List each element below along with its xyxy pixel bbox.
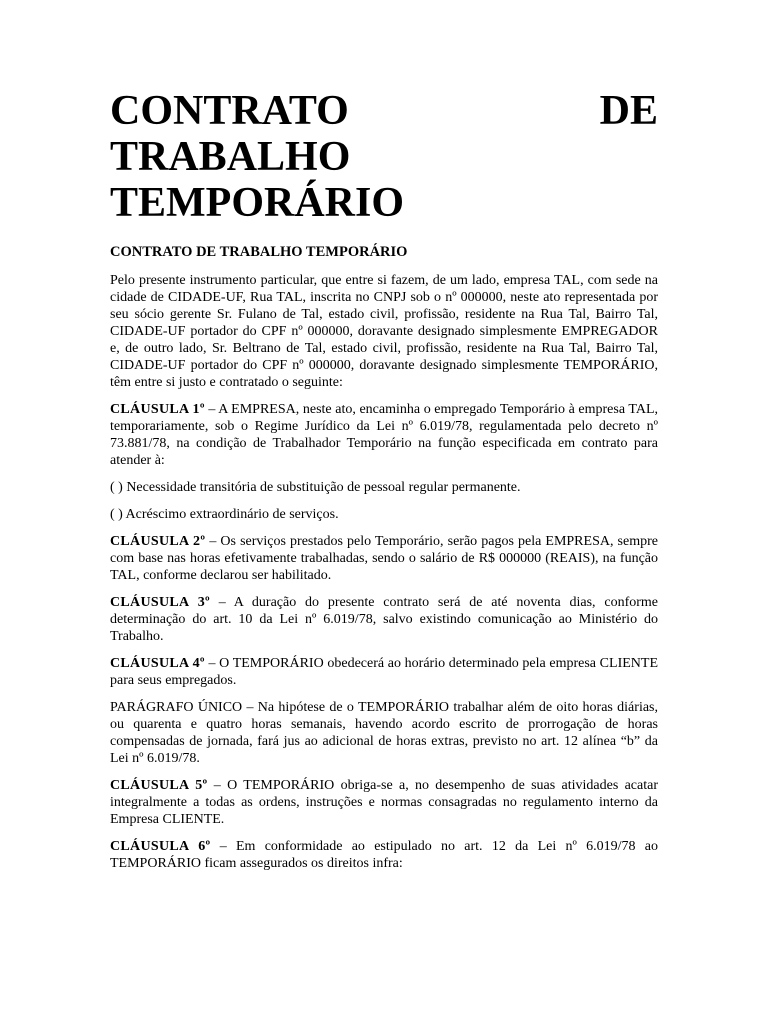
clausula-3 [110,594,658,645]
intro-paragraph: Pelo presente instrumento particular, que entre si fazem, de um lado, empresa TAL, com sede na cidade de CIDADE-UF, Rua TAL, inscrita no CNPJ sob o nº 000000, neste ato representada por seu sócio gerente Sr. Fulano de Tal, estado civil, profissão, residente na Rua Tal, Bairro Tal, CIDADE-UF portador do CPF nº 000000, doravante designado simplesmente EMPREGADOR e, de outro lado, Sr. Beltrano de Tal, estado civil, profissão, residente na Rua Tal, Bairro Tal, CIDADE-UF portador do CPF nº 000000, doravante designado simplesmente TEMPORÁRIO, têm entre si justo e contratado o seguinte: [110,273,658,390]
clausula-6-label: CLÁUSULA 6º [110,839,211,854]
clausula-1-label: CLÁUSULA 1º [110,402,205,417]
clausula-6-text: – Em conformidade ao estipulado no art. 12 da Lei nº 6.019/78 ao TEMPORÁRIO ficam assegurados os direitos infra: [110,839,658,871]
clausula-5 [110,777,658,828]
option-2: ( ) Acréscimo extraordinário de serviços. [110,507,339,522]
option-1: ( ) Necessidade transitória de substituição de pessoal regular permanente. [110,480,521,495]
clausula-2 [110,533,658,584]
clausula-2-label: CLÁUSULA 2º [110,534,206,549]
clausula-1 [110,401,658,469]
title-word-contrato: CONTRATO [110,88,349,134]
clausula-4 [110,655,658,689]
clausula-6 [110,838,658,872]
paragrafo-unico: PARÁGRAFO ÚNICO – Na hipótese de o TEMPORÁRIO trabalhar além de oito horas diárias, ou quarenta e quatro horas semanais, havendo acordo escrito de prorrogação de horas compensadas de jornada, fará jus ao adicional de horas extras, previsto no art. 12 alínea “b” da Lei nº 6.019/78. [110,700,658,766]
clausula-4-text: – O TEMPORÁRIO obedecerá ao horário determinado pela empresa CLIENTE para seus empregados. [110,656,658,688]
title-word-de: DE [599,88,658,134]
clausula-1-text: – A EMPRESA, neste ato, encaminha o empregado Temporário à empresa TAL, temporariamente, sob o Regime Jurídico da Lei nº 6.019/78, regulamentada pelo decreto nº 73.881/78, na condição de Trabalhador Temporário na função especificada em contrato para atender à: [110,402,658,468]
clausula-3-label: CLÁUSULA 3º [110,595,210,610]
clausula-5-label: CLÁUSULA 5º [110,778,208,793]
document-subtitle: CONTRATO DE TRABALHO TEMPORÁRIO [110,244,408,260]
title-line-1 [110,88,658,134]
clausula-5-text: – O TEMPORÁRIO obriga-se a, no desempenho de suas atividades acatar integralmente a todas as ordens, instruções e normas consagradas no regulamento interno da Empresa CLIENTE. [110,778,659,827]
document-title [110,88,658,226]
clausula-3-text: – A duração do presente contrato será de até noventa dias, conforme determinação do art. 10 da Lei nº 6.019/78, salvo existindo comunicação ao Ministério do Trabalho. [110,595,658,644]
document-page [110,88,658,872]
title-line-3: TEMPORÁRIO [110,180,404,226]
title-line-2: TRABALHO [110,134,351,180]
clausula-4-label: CLÁUSULA 4º [110,656,205,671]
clausula-2-text: – Os serviços prestados pelo Temporário, serão pagos pela EMPRESA, sempre com base nas horas efetivamente trabalhadas, sendo o salário de R$ 000000 (REAIS), na função TAL, conforme declarou ser habilitado. [110,534,658,583]
